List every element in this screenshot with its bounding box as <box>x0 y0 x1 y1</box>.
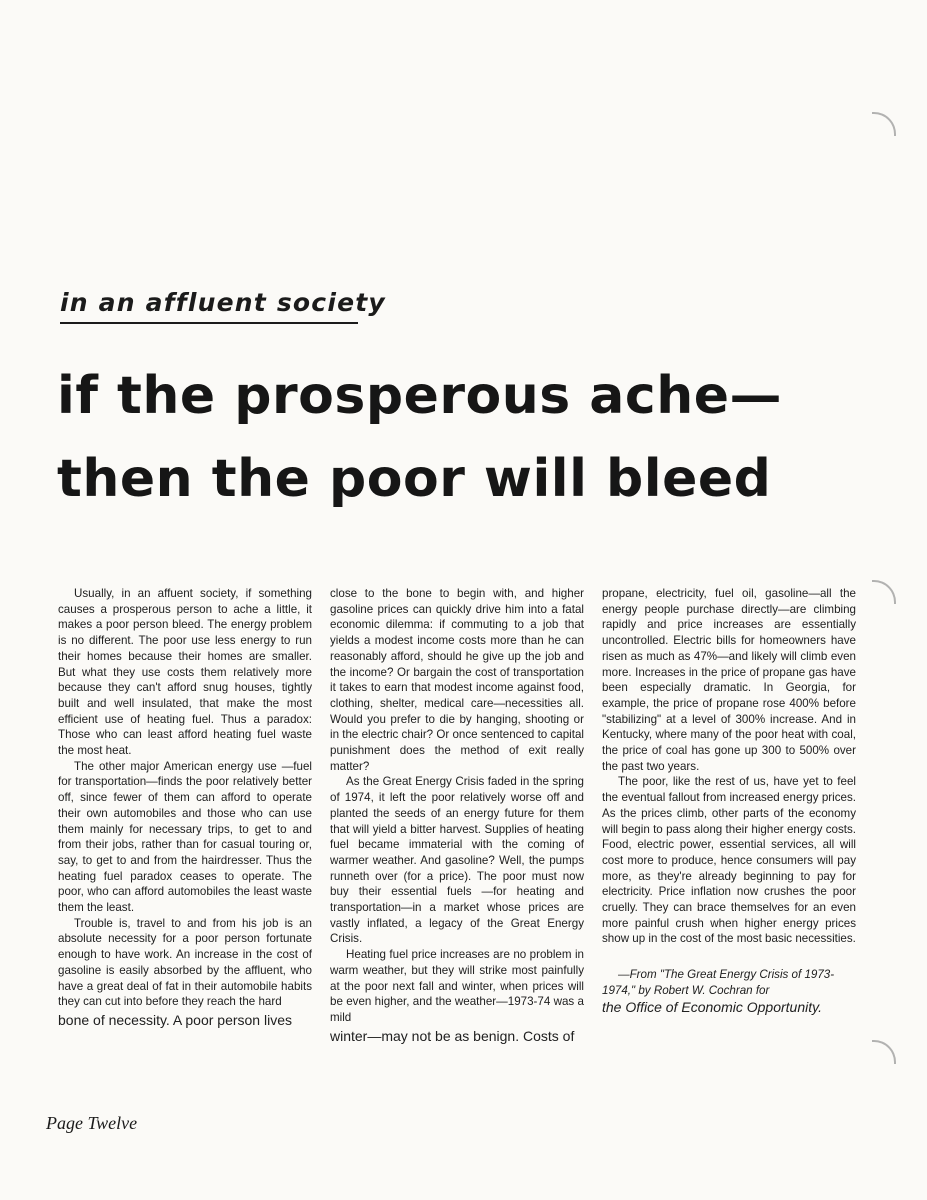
article-column-2 <box>330 586 584 1045</box>
binder-hole-mark <box>872 1040 896 1064</box>
attribution-office: the Office of Economic Opportunity. <box>602 998 822 1015</box>
paragraph: Usually, in an affuent society, if something causes a prosperous person to ache a little, it makes a poor person bleed. The energy problem is no different. The poor use less energy to run their homes because their homes are smaller. But what they use costs them relatively more because they can't afford snug houses, tightly built and well insulated, that make the most efficient use of heating fuel. Thus a paradox: Those who can least afford heating fuel waste the most heat. <box>58 587 312 758</box>
paragraph: Trouble is, travel to and from his job is an absolute necessity for a poor person fortunate enough to have work. An increase in the cost of gasoline is easily absorbed by the affluent, who have a great deal of fat in their automobile habits they can cut into before they reach the hard <box>58 916 312 1009</box>
headline-line-1: if the prosperous ache— <box>57 366 782 426</box>
paragraph-last-line: winter—may not be as benign. Costs of <box>330 1027 575 1044</box>
article-column-1 <box>58 586 312 1029</box>
kicker-underline <box>60 322 358 324</box>
paragraph: The poor, like the rest of us, have yet to feel the eventual fallout from increased energy prices. As the prices climb, other parts of the economy will begin to pass along their higher energy costs. Food, electric power, essential services, all will cost more to produce, hence consumers will pay more, as they're already beginning to pay for electricity. Price inflation now crushes the poor cruelly. They can brace themselves for an even more painful crush when higher energy prices show up in the cost of the most basic necessities. <box>602 775 856 946</box>
paragraph: propane, electricity, fuel oil, gasoline—all the energy people purchase directly—are climbing rapidly and price increases are essentially uncontrolled. Electric bills for homeowners have risen as much as 47%—and likely will climb even more. Increases in the price of propane gas have been especially dramatic. In Georgia, for example, the price of propane rose 400% before "stabilizing" at a level of 300% increase. And in Kentucky, where many of the poor heat with coal, the price of coal has gone up 300 to 500% over the past two years. <box>602 587 856 773</box>
article-column-3 <box>602 586 856 1016</box>
headline-line-2: then the poor will bleed <box>57 449 772 509</box>
paragraph: Heating fuel price increases are no problem in warm weather, but they will strike most painfully at the poor next fall and winter, when prices will be even higher, and the weather—1973-74 was a mild <box>330 948 584 1024</box>
page-number: Page Twelve <box>46 1113 138 1133</box>
paragraph: close to the bone to begin with, and higher gasoline prices can quickly drive him into a fatal economic dilemma: if commuting to a job that yields a modest income costs more than he can reasonably afford, should he give up the job and the income? Or bargain the cost of transportation it takes to earn that modest income against food, clothing, shelter, medical care—necessities all. Would you prefer to die by hanging, shooting or in the electric chair? Or once sentenced to capital punishment does the method of exit really matter? <box>330 587 584 773</box>
paragraph-last-line: bone of necessity. A poor person lives <box>58 1011 292 1028</box>
article-headline <box>57 355 877 521</box>
article-kicker: in an affluent society <box>60 288 386 317</box>
attribution: —From "The Great Energy Crisis of 1973-1974," by Robert W. Cochran for <box>602 968 835 997</box>
paragraph: The other major American energy use —fuel for transportation—finds the poor relatively better off, since fewer of them can afford to operate their own automobiles and those who can use them mainly for necessary trips, to get to and from their jobs, rather than for casual touring or, say, to get to and from the hairdresser. Thus the heating fuel paradox ceases to operate. The poor, who can afford automobiles the least waste them the least. <box>58 759 312 915</box>
binder-hole-mark <box>872 112 896 136</box>
binder-hole-mark <box>872 580 896 604</box>
paragraph: As the Great Energy Crisis faded in the spring of 1974, it left the poor relatively worse off and planted the seeds of an energy future for them that will yield a bitter harvest. Supplies of heating fuel became immaterial with the coming of warmer weather. And gasoline? Well, the pumps runneth over (for a price). The poor must now buy their essential fuels —for heating and transportation—in a market whose prices are vastly inflated, a legacy of the Great Energy Crisis. <box>330 775 584 946</box>
